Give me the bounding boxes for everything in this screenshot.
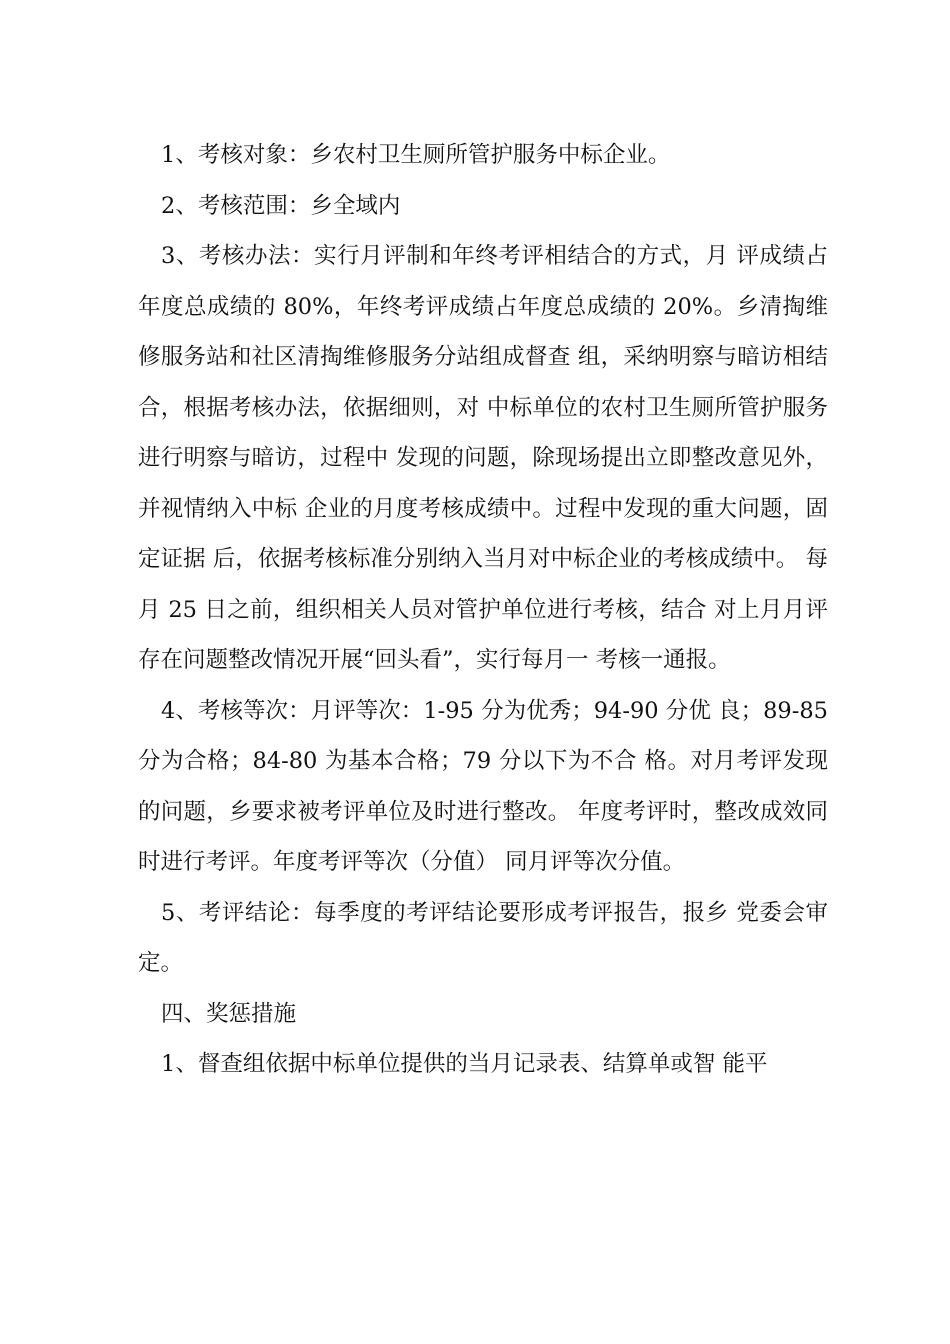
paragraph-assessment-conclusion: 5、考评结论：每季度的考评结论要形成考评报告，报乡 党委会审定。 [138,899,828,976]
paragraph-assessment-target: 1、考核对象：乡农村卫生厕所管护服务中标企业。 [161,142,671,168]
paragraph-assessment-grades: 4、考核等次：月评等次：1-95 分为优秀；94-90 分优 良；89-85 分为合格；84-80 为基本合格；79 分以下为不合 格。对月考评发现的问题，乡要求被考评单位及时进行整改。 年度考评时，整改成效同时进行考评。年度考评等次（分值） 同月评等次分值。 [138,697,828,875]
paragraph-assessment-scope: 2、考核范围：乡全域内 [161,192,401,219]
paragraph-supervision-basis: 1、督查组依据中标单位提供的当月记录表、结算单或智 能平 [161,1051,768,1077]
document-body [138,130,828,1090]
section-heading-rewards-penalties: 四、奖惩措施 [161,1000,297,1027]
paragraph-assessment-method: 3、考核办法：实行月评制和年终考评相结合的方式，月 评成绩占年度总成绩的 80%，年终考评成绩占年度总成绩的 20%。乡清掏维修服务站和社区清掏维修服务分站组成督查 组，采纳明察与暗访相结合，根据考核办法，依据细则，对 中标单位的农村卫生厕所管护服务进行明察与暗访，过程中 发现的问题，除现场提出立即整改意见外，并视情纳入中标 企业的月度考核成绩中。过程中发现的重大问题，固定证据 后，依据考核标准分别纳入当月对中标企业的考核成绩中。 每月 25 日之前，组织相关人员对管护单位进行考核，结合 对上月月评存在问题整改情况开展“回头看”，实行每月一 考核一通报。 [138,243,828,673]
